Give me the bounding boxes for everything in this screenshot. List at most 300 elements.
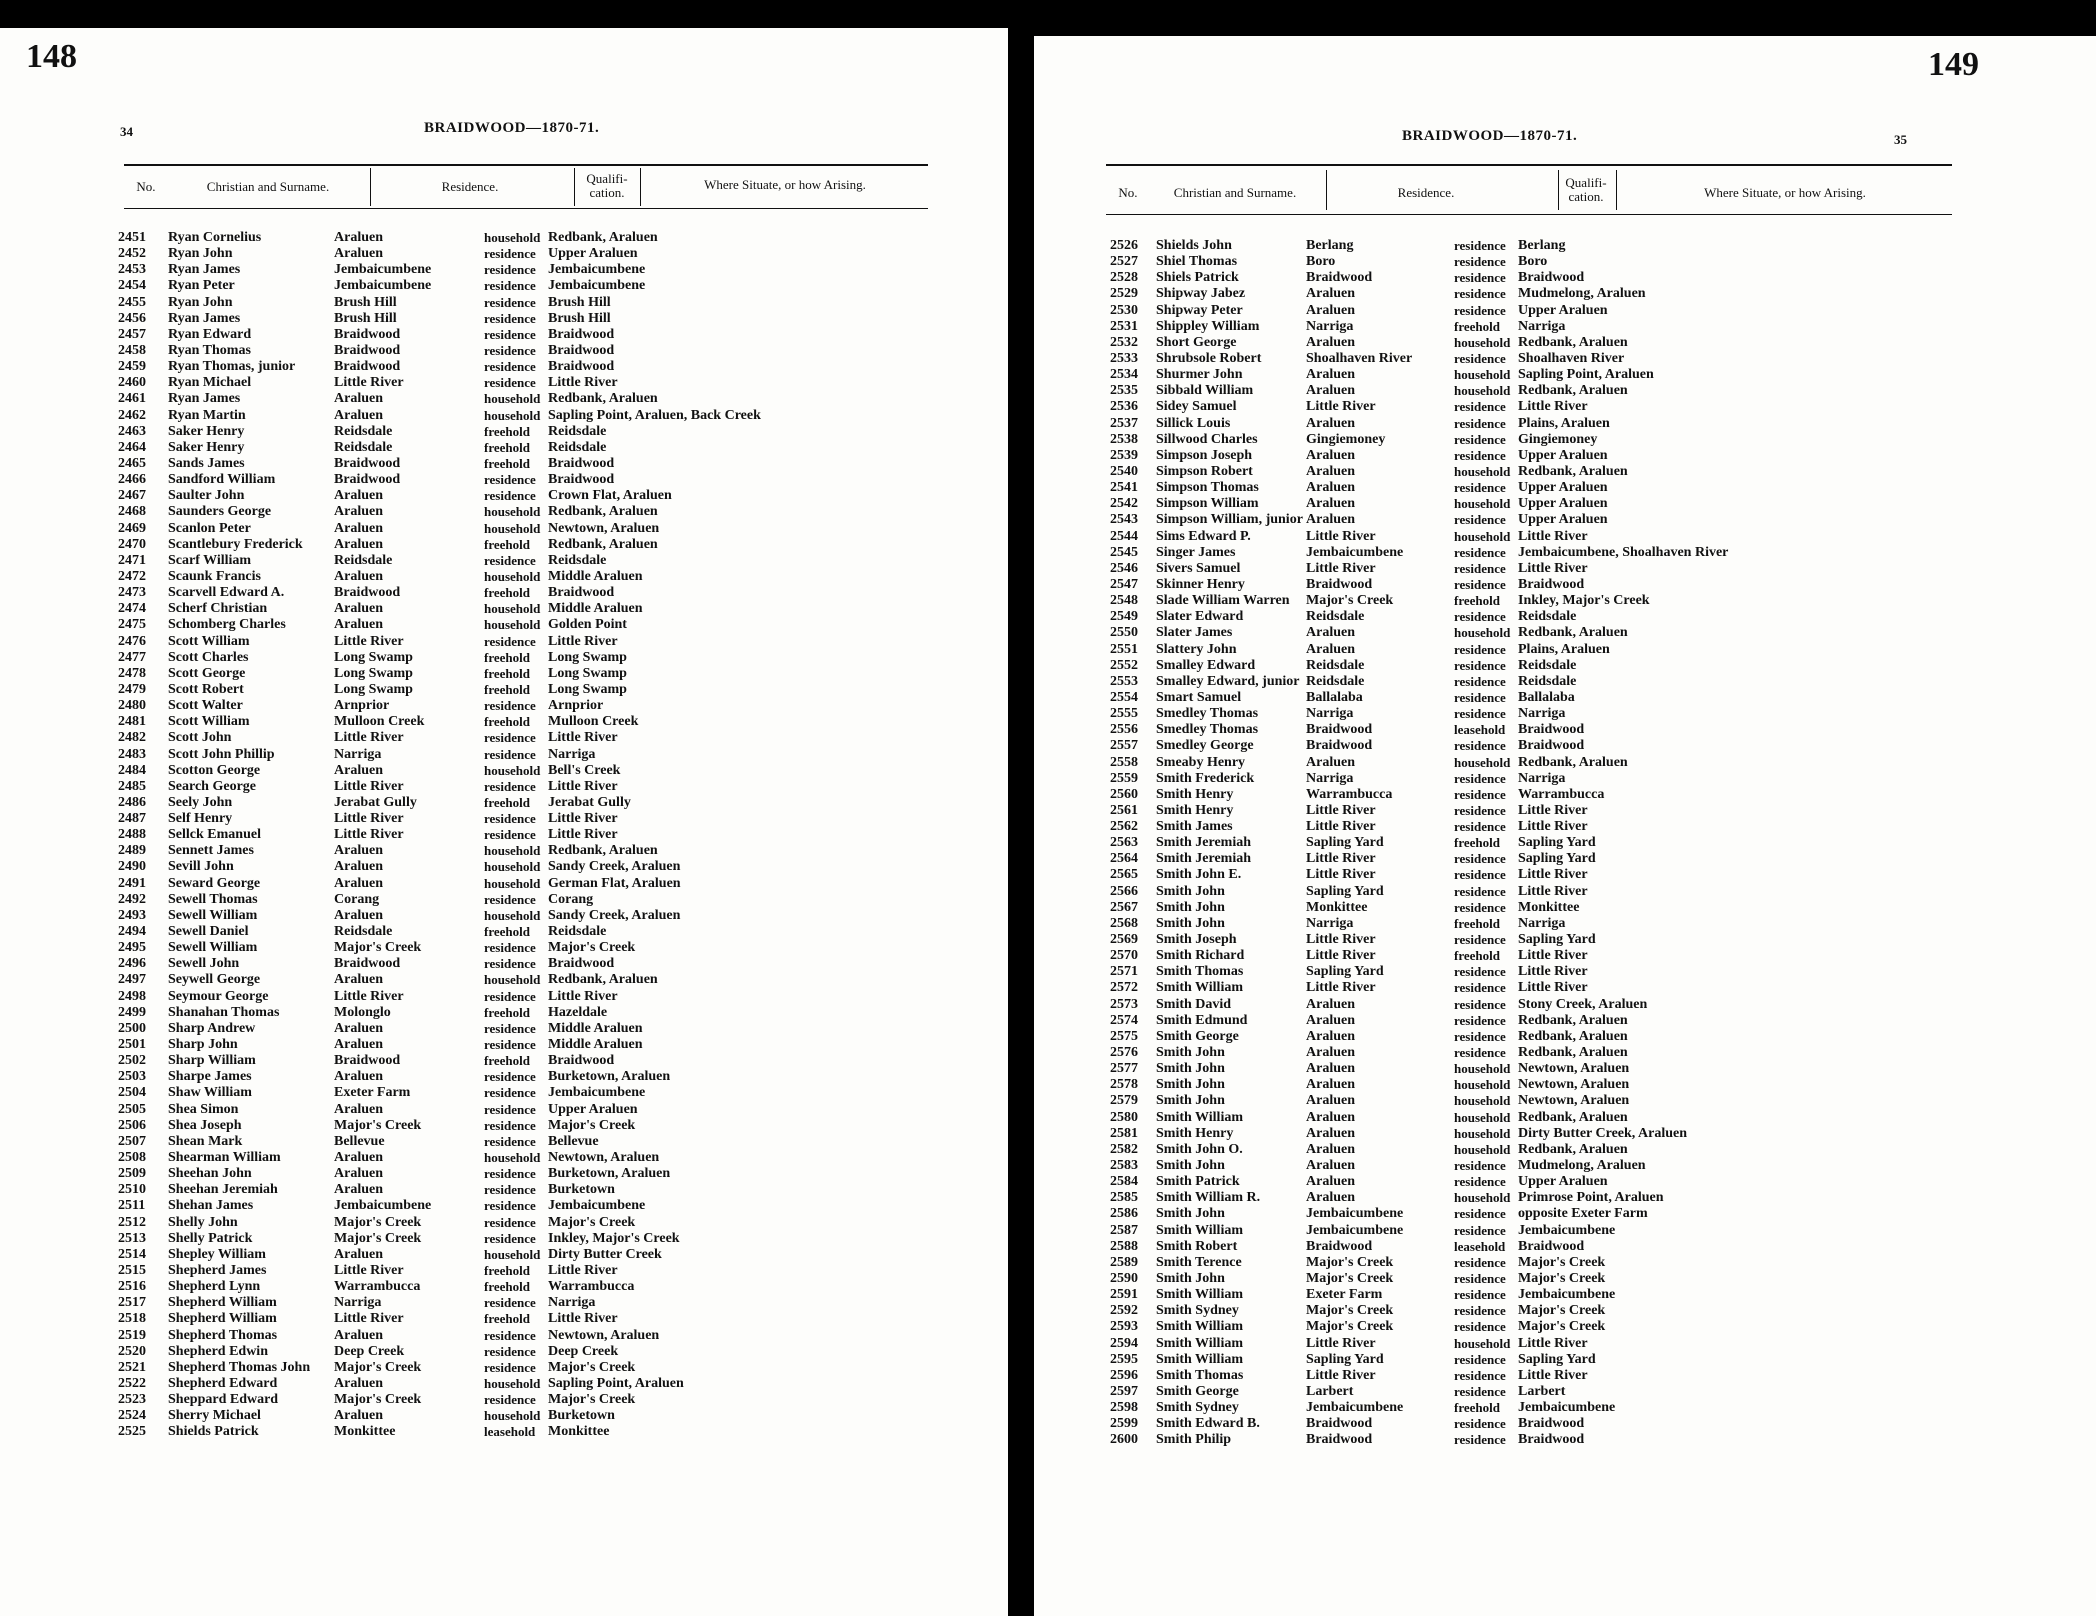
right-page-number: 35 — [1894, 132, 1907, 147]
entry-where: Newtown, Araluen — [1518, 1061, 1630, 1077]
entry-residence: Araluen — [1306, 1174, 1355, 1190]
table-row — [1110, 980, 2070, 996]
entry-number: 2514 — [118, 1246, 146, 1262]
entry-where: Upper Araluen — [1518, 496, 1608, 512]
entry-qualification: freehold — [484, 1279, 530, 1295]
entry-residence: Little River — [1306, 819, 1376, 835]
entry-number: 2531 — [1110, 318, 1138, 334]
entry-name: Shelly John — [168, 1214, 238, 1230]
table-row — [118, 230, 958, 246]
entry-where: Bellevue — [548, 1133, 599, 1149]
entry-residence: Little River — [1306, 980, 1376, 996]
entry-name: Smedley Thomas — [1156, 706, 1259, 722]
table-row — [118, 1069, 958, 1085]
entry-qualification: household — [1454, 1125, 1511, 1141]
entry-where: Reidsdale — [548, 423, 607, 439]
entry-residence: Narriga — [1306, 318, 1354, 334]
entry-qualification: residence — [1454, 883, 1506, 899]
entry-qualification: residence — [1454, 1012, 1506, 1028]
entry-qualification: residence — [484, 811, 536, 827]
entry-where: Brush Hill — [548, 310, 611, 326]
entry-residence: Araluen — [334, 1246, 383, 1262]
entry-qualification: leasehold — [484, 1424, 536, 1440]
right-col-divider-3 — [1616, 170, 1617, 210]
entry-residence: Braidwood — [334, 956, 401, 972]
entry-number: 2462 — [118, 407, 146, 423]
entry-qualification: household — [484, 762, 541, 778]
table-row — [118, 1392, 958, 1408]
entry-where: Little River — [1518, 560, 1588, 576]
entry-name: Smalley Edward, junior — [1156, 673, 1300, 689]
table-row — [118, 1134, 958, 1150]
entry-name: Scarvell Edward A. — [168, 585, 285, 601]
entry-name: Shehan James — [168, 1198, 254, 1214]
table-row — [118, 1376, 958, 1392]
table-row — [118, 1344, 958, 1360]
entry-name: Smith Richard — [1156, 948, 1245, 964]
entry-name: Smith Edward B. — [1156, 1416, 1260, 1432]
entry-residence: Araluen — [334, 504, 383, 520]
entry-number: 2519 — [118, 1327, 146, 1343]
entry-number: 2528 — [1110, 270, 1138, 286]
entry-number: 2573 — [1110, 996, 1138, 1012]
entry-residence: Major's Creek — [334, 1359, 422, 1375]
entry-residence: Jerabat Gully — [334, 794, 417, 810]
entry-name: Sewell Daniel — [168, 924, 249, 940]
entry-residence: Araluen — [1306, 1158, 1355, 1174]
table-row — [1110, 948, 2070, 964]
left-col-residence: Residence. — [441, 179, 499, 194]
entry-name: Sharp John — [168, 1037, 238, 1053]
entry-name: Smith William — [1156, 980, 1244, 996]
entry-qualification: residence — [484, 1069, 536, 1085]
table-row — [1110, 771, 2070, 787]
entry-qualification: residence — [1454, 1271, 1506, 1286]
entry-qualification: residence — [484, 552, 536, 568]
entry-qualification: household — [1454, 1077, 1511, 1093]
table-row — [1110, 1158, 2070, 1174]
entry-number: 2596 — [1110, 1367, 1138, 1383]
right-col-divider-2 — [1558, 170, 1559, 210]
entry-number: 2568 — [1110, 915, 1138, 931]
entry-where: Bell's Creek — [548, 762, 621, 778]
entry-number: 2569 — [1110, 932, 1138, 948]
table-row — [1110, 997, 2070, 1013]
entry-where: Little River — [548, 811, 618, 827]
entry-number: 2570 — [1110, 948, 1138, 964]
entry-where: Reidsdale — [1518, 657, 1577, 673]
entry-where: Redbank, Araluen — [1518, 334, 1628, 350]
entry-where: Jembaicumbene — [548, 1085, 646, 1101]
table-row — [118, 472, 958, 488]
entry-qualification: residence — [1454, 689, 1506, 705]
entry-qualification: residence — [484, 1020, 536, 1036]
entry-residence: Major's Creek — [334, 1392, 422, 1408]
table-row — [1110, 803, 2070, 819]
entry-name: Smith Henry — [1156, 1125, 1234, 1141]
entry-where: Newtown, Araluen — [548, 520, 660, 536]
entry-number: 2481 — [118, 714, 146, 730]
entry-where: Upper Araluen — [1518, 447, 1608, 463]
entry-qualification: residence — [484, 472, 536, 488]
entry-qualification: household — [484, 907, 541, 923]
entry-qualification: residence — [484, 1101, 536, 1117]
entry-where: Sapling Yard — [1518, 932, 1596, 948]
entry-where: Braidwood — [548, 472, 615, 488]
entry-number: 2577 — [1110, 1061, 1138, 1077]
table-row — [1110, 1142, 2070, 1158]
left-header-bottom-rule — [124, 208, 928, 209]
entry-qualification: household — [484, 617, 541, 633]
entry-number: 2508 — [118, 1150, 146, 1166]
entry-where: Major's Creek — [548, 940, 636, 956]
table-row — [1110, 1093, 2070, 1109]
table-row — [118, 876, 958, 892]
entry-name: Sibbald William — [1156, 383, 1254, 399]
entry-qualification: residence — [1454, 576, 1506, 592]
entry-qualification: freehold — [484, 681, 530, 697]
entry-number: 2594 — [1110, 1335, 1138, 1351]
entry-residence: Araluen — [334, 762, 383, 778]
entry-where: Upper Araluen — [1518, 480, 1608, 496]
entry-name: Smith Patrick — [1156, 1174, 1240, 1190]
right-header-bottom-rule — [1106, 214, 1952, 215]
entry-name: Smith John E. — [1156, 867, 1242, 883]
entry-number: 2527 — [1110, 254, 1138, 270]
entry-name: Scarf William — [168, 552, 252, 568]
entry-residence: Braidwood — [1306, 1432, 1373, 1448]
entry-number: 2586 — [1110, 1206, 1138, 1222]
entry-where: Major's Creek — [1518, 1319, 1606, 1335]
entry-number: 2529 — [1110, 286, 1138, 302]
table-row — [118, 682, 958, 698]
entry-number: 2521 — [118, 1359, 146, 1375]
entry-residence: Araluen — [1306, 1093, 1355, 1109]
entry-where: Shoalhaven River — [1518, 350, 1625, 366]
entry-number: 2478 — [118, 665, 146, 681]
table-row — [118, 859, 958, 875]
entry-name: Scott William — [168, 714, 250, 730]
entry-qualification: freehold — [484, 924, 530, 940]
entry-qualification: residence — [1454, 1222, 1506, 1238]
entry-name: Simpson Thomas — [1156, 480, 1259, 496]
entry-qualification: household — [484, 391, 541, 407]
entry-where: Gingiemoney — [1518, 431, 1598, 447]
entry-where: Major's Creek — [548, 1392, 636, 1408]
table-row — [1110, 286, 2070, 302]
entry-residence: Araluen — [334, 246, 383, 262]
entry-name: Smalley Edward — [1156, 657, 1256, 673]
table-row — [1110, 1400, 2070, 1416]
entry-name: Shurmer John — [1156, 367, 1243, 383]
entry-number: 2463 — [118, 423, 146, 439]
entry-number: 2565 — [1110, 867, 1138, 883]
entry-number: 2460 — [118, 375, 146, 391]
entry-where: Narriga — [548, 1295, 596, 1311]
entry-name: Smith John O. — [1156, 1141, 1243, 1157]
entry-where: Long Swamp — [548, 681, 627, 697]
entry-residence: Little River — [1306, 1367, 1376, 1383]
entry-qualification: residence — [1454, 899, 1506, 915]
entry-name: Smith Frederick — [1156, 770, 1255, 786]
entry-where: Sandy Creek, Araluen — [548, 907, 681, 923]
entry-name: Smith John — [1156, 915, 1225, 931]
entry-residence: Araluen — [1306, 367, 1355, 383]
entry-qualification: residence — [484, 246, 536, 262]
entry-number: 2550 — [1110, 625, 1138, 641]
entry-number: 2555 — [1110, 706, 1138, 722]
entry-number: 2549 — [1110, 609, 1138, 625]
entry-residence: Little River — [334, 1263, 404, 1278]
entry-where: Little River — [1518, 980, 1588, 996]
entry-qualification: residence — [484, 956, 536, 972]
entry-name: Smith John — [1156, 1093, 1225, 1109]
entry-qualification: freehold — [484, 1004, 530, 1020]
entry-name: Smith Terence — [1156, 1254, 1242, 1270]
entry-number: 2572 — [1110, 980, 1138, 996]
entry-residence: Araluen — [1306, 480, 1355, 496]
entry-name: Ryan James — [168, 262, 241, 278]
entry-number: 2562 — [1110, 819, 1138, 835]
table-row — [118, 537, 958, 553]
entry-number: 2540 — [1110, 463, 1138, 479]
right-col-name: Christian and Surname. — [1173, 185, 1297, 200]
entry-number: 2557 — [1110, 738, 1138, 754]
entry-residence: Narriga — [334, 1295, 382, 1311]
entry-qualification: residence — [1454, 964, 1506, 980]
entry-number: 2498 — [118, 988, 146, 1004]
entry-where: Narriga — [1518, 706, 1566, 722]
entry-name: Scott John — [168, 730, 232, 746]
entry-where: Narriga — [1518, 318, 1566, 334]
entry-number: 2597 — [1110, 1383, 1138, 1399]
entry-number: 2509 — [118, 1166, 146, 1182]
entry-number: 2559 — [1110, 770, 1138, 786]
entry-qualification: residence — [484, 1182, 536, 1198]
entry-residence: Warrambucca — [1306, 786, 1393, 802]
entry-residence: Braidwood — [334, 1053, 401, 1069]
entry-residence: Major's Creek — [334, 940, 422, 956]
entry-qualification: residence — [1454, 802, 1506, 818]
entry-residence: Araluen — [1306, 754, 1355, 770]
table-row — [1110, 448, 2070, 464]
entry-name: Slade William Warren — [1156, 593, 1290, 609]
entry-qualification: residence — [1454, 770, 1506, 786]
table-row — [1110, 835, 2070, 851]
entry-qualification: freehold — [1454, 318, 1500, 334]
table-row — [1110, 900, 2070, 916]
entry-qualification: household — [484, 875, 541, 891]
entry-number: 2507 — [118, 1133, 146, 1149]
entry-residence: Little River — [1306, 1335, 1376, 1351]
entry-name: Short George — [1156, 334, 1237, 350]
entry-qualification: freehold — [484, 455, 530, 471]
entry-qualification: residence — [484, 375, 536, 391]
entry-name: Scott Walter — [168, 698, 243, 714]
table-row — [1110, 545, 2070, 561]
entry-where: Reidsdale — [1518, 609, 1577, 625]
table-row — [1110, 642, 2070, 658]
entry-residence: Araluen — [334, 568, 383, 584]
entry-number: 2461 — [118, 391, 146, 407]
table-row — [118, 375, 958, 391]
entry-name: Sewell William — [168, 940, 258, 956]
entry-residence: Araluen — [1306, 641, 1355, 657]
entry-number: 2551 — [1110, 641, 1138, 657]
entry-where: Plains, Araluen — [1518, 641, 1610, 657]
table-row — [1110, 1319, 2070, 1335]
table-row — [1110, 1045, 2070, 1061]
entry-where: Reidsdale — [548, 924, 607, 940]
entry-name: Sivers Samuel — [1156, 560, 1241, 576]
entry-number: 2535 — [1110, 383, 1138, 399]
entry-residence: Little River — [334, 811, 404, 827]
entry-residence: Braidwood — [334, 585, 401, 601]
table-row — [118, 1182, 958, 1198]
entry-where: Sapling Point, Araluen, Back Creek — [548, 407, 761, 423]
entry-qualification: household — [484, 601, 541, 617]
entry-name: Shepherd Edward — [168, 1375, 278, 1391]
entry-qualification: freehold — [484, 536, 530, 552]
entry-qualification: residence — [484, 1343, 536, 1359]
entry-residence: Araluen — [334, 1375, 383, 1391]
entry-qualification: residence — [1454, 657, 1506, 673]
entry-number: 2494 — [118, 924, 146, 940]
table-row — [118, 1263, 958, 1279]
entry-where: Braidwood — [548, 326, 615, 342]
entry-residence: Reidsdale — [1306, 609, 1365, 625]
entry-number: 2541 — [1110, 480, 1138, 496]
entry-where: Monkittee — [548, 1424, 610, 1440]
entry-name: Shepherd Thomas John — [168, 1359, 311, 1375]
entry-where: Narriga — [548, 746, 596, 762]
entry-where: Little River — [548, 1311, 618, 1327]
entry-where: Arnprior — [548, 698, 604, 714]
entry-name: Sheehan John — [168, 1166, 252, 1182]
entry-name: Self Henry — [168, 811, 233, 827]
entry-residence: Corang — [334, 891, 380, 907]
table-row — [118, 601, 958, 617]
entry-number: 2580 — [1110, 1109, 1138, 1125]
left-col-divider-3 — [640, 168, 641, 206]
entry-number: 2587 — [1110, 1222, 1138, 1238]
entry-where: Mudmelong, Araluen — [1518, 1158, 1646, 1174]
entry-residence: Araluen — [1306, 625, 1355, 641]
entry-name: Smith William R. — [1156, 1190, 1261, 1206]
entry-where: Larbert — [1518, 1383, 1566, 1399]
entry-where: Upper Araluen — [1518, 1174, 1608, 1190]
entry-qualification: freehold — [1454, 1400, 1500, 1416]
right-col-where: Where Situate, or how Arising. — [1704, 185, 1866, 200]
entry-number: 2493 — [118, 907, 146, 923]
entry-qualification: residence — [1454, 673, 1506, 689]
entry-residence: Jembaicumbene — [1306, 1206, 1404, 1222]
entry-number: 2504 — [118, 1085, 146, 1101]
entry-where: Redbank, Araluen — [1518, 625, 1628, 641]
entry-qualification: residence — [484, 633, 536, 649]
table-row — [1110, 755, 2070, 771]
entry-qualification: freehold — [484, 439, 530, 455]
entry-number: 2525 — [118, 1424, 146, 1440]
entry-where: Redbank, Araluen — [1518, 754, 1628, 770]
entry-residence: Araluen — [1306, 1045, 1355, 1061]
entry-qualification: household — [1454, 334, 1511, 350]
entry-name: Saker Henry — [168, 439, 245, 455]
entry-residence: Araluen — [334, 617, 383, 633]
entry-name: Smith Edmund — [1156, 1012, 1248, 1028]
entry-name: Search George — [168, 778, 256, 794]
entry-where: Burketown — [548, 1182, 615, 1198]
entry-qualification: household — [484, 520, 541, 536]
entry-where: Little River — [1518, 883, 1588, 899]
entry-number: 2495 — [118, 940, 146, 956]
entry-where: Jembaicumbene — [548, 278, 646, 294]
entry-where: Brush Hill — [548, 294, 611, 310]
entry-number: 2511 — [118, 1198, 146, 1214]
entry-where: Little River — [548, 988, 618, 1004]
table-row — [1110, 1336, 2070, 1352]
entry-residence: Araluen — [1306, 415, 1355, 431]
left-col-where: Where Situate, or how Arising. — [704, 177, 866, 192]
entry-name: Ryan James — [168, 310, 241, 326]
entry-where: Newtown, Araluen — [548, 1327, 660, 1343]
entry-number: 2526 — [1110, 238, 1138, 253]
table-row — [118, 359, 958, 375]
entry-where: Narriga — [1518, 770, 1566, 786]
entry-residence: Reidsdale — [334, 924, 393, 940]
entry-qualification: household — [1454, 1061, 1511, 1077]
entry-where: Hazeldale — [548, 1004, 608, 1020]
entry-where: Ballalaba — [1518, 689, 1575, 705]
entry-number: 2536 — [1110, 399, 1138, 415]
table-row — [1110, 819, 2070, 835]
entry-qualification: household — [1454, 1190, 1511, 1206]
entry-name: Smith Robert — [1156, 1238, 1238, 1254]
entry-qualification: household — [484, 568, 541, 584]
entry-residence: Sapling Yard — [1306, 1351, 1384, 1367]
entry-name: Shields John — [1156, 238, 1232, 253]
entry-qualification: freehold — [1454, 915, 1500, 931]
entry-qualification: residence — [1454, 1254, 1506, 1270]
entry-name: Simpson Robert — [1156, 463, 1253, 479]
entry-name: Shearman William — [168, 1150, 281, 1166]
entry-qualification: residence — [1454, 738, 1506, 754]
table-row — [1110, 432, 2070, 448]
entry-number: 2492 — [118, 891, 146, 907]
entry-name: Shepherd James — [168, 1263, 267, 1278]
entry-qualification: residence — [1454, 286, 1506, 302]
entry-qualification: residence — [484, 262, 536, 278]
entry-qualification: residence — [484, 1037, 536, 1053]
entry-where: Deep Creek — [548, 1343, 619, 1359]
entry-qualification: freehold — [484, 1053, 530, 1069]
entry-number: 2483 — [118, 746, 146, 762]
entry-number: 2474 — [118, 601, 146, 617]
entry-where: Little River — [548, 827, 618, 843]
entry-name: Shields Patrick — [168, 1424, 259, 1440]
entry-number: 2469 — [118, 520, 146, 536]
entry-qualification: residence — [1454, 560, 1506, 576]
entry-name: Shepherd Thomas — [168, 1327, 278, 1343]
entry-qualification: household — [1454, 367, 1511, 383]
entry-name: Schomberg Charles — [168, 617, 286, 633]
table-row — [1110, 351, 2070, 367]
entry-residence: Little River — [1306, 932, 1376, 948]
entry-where: Mudmelong, Araluen — [1518, 286, 1646, 302]
entry-name: Smith Sydney — [1156, 1400, 1239, 1416]
entry-number: 2532 — [1110, 334, 1138, 350]
entry-where: Monkittee — [1518, 899, 1580, 915]
